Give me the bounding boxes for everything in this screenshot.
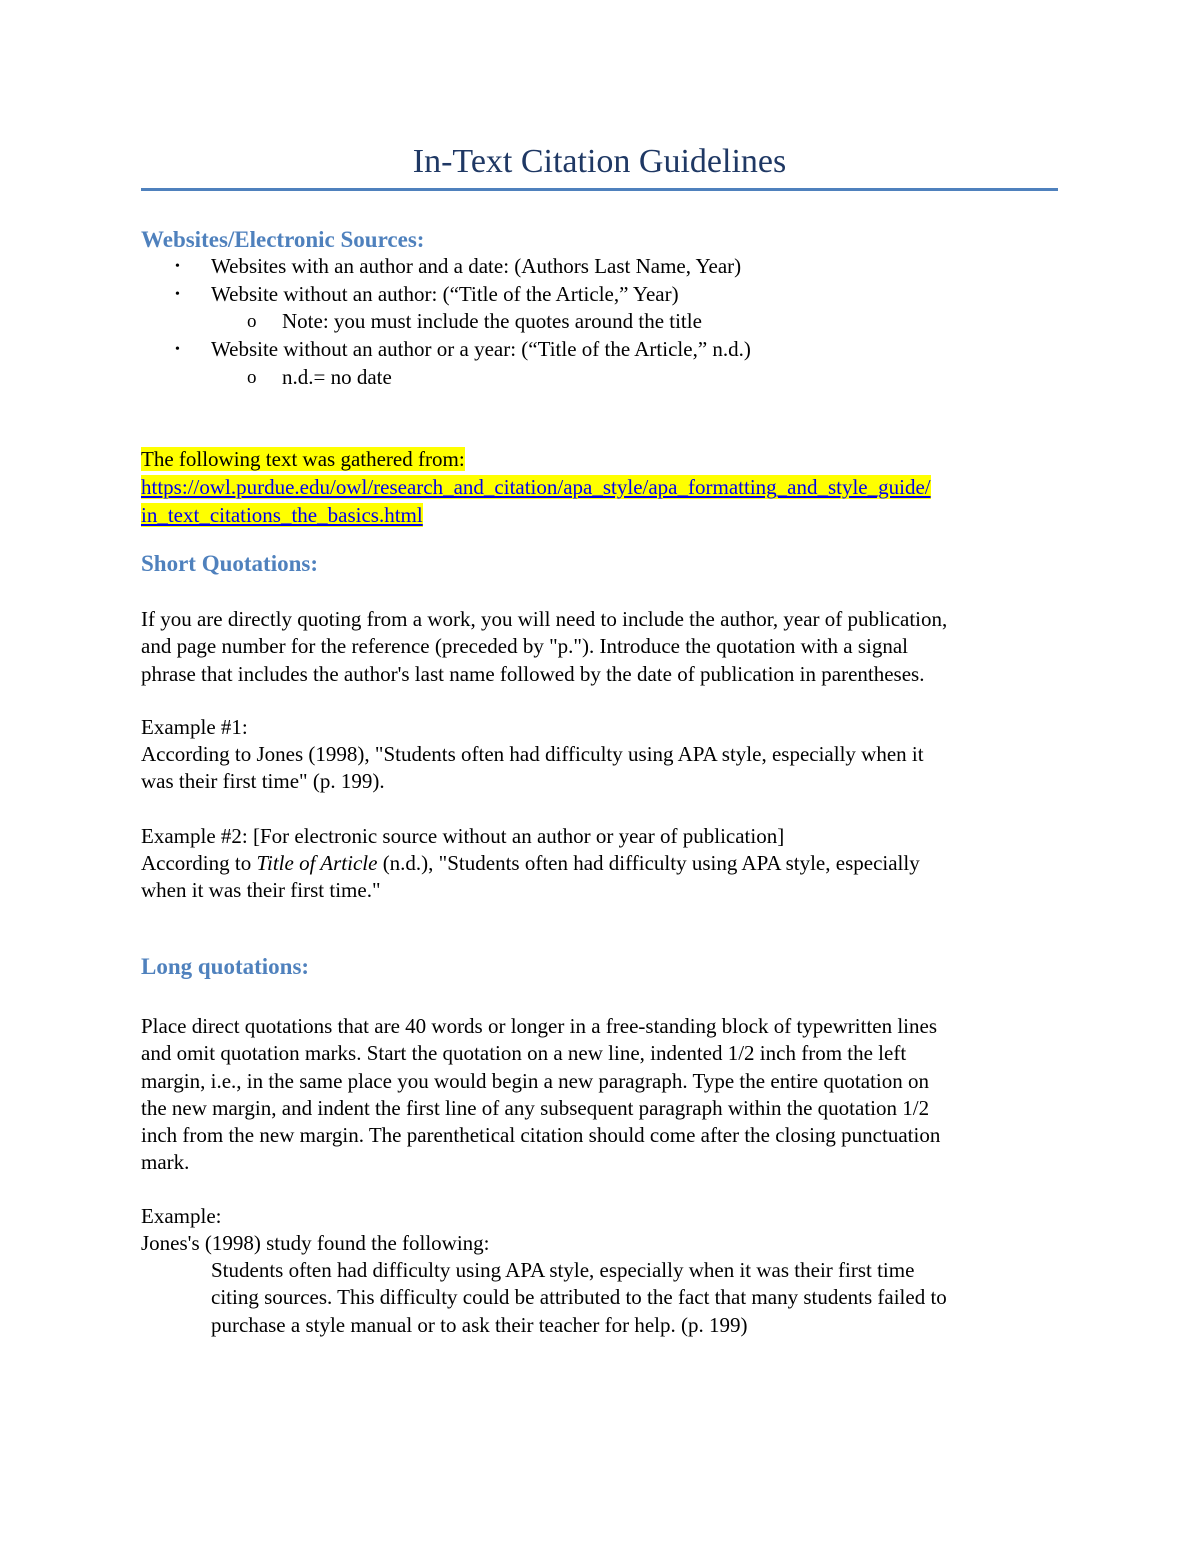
source-intro-line (141, 446, 465, 473)
paragraph-line: Place direct quotations that are 40 words or longer in a free-standing block of typewritten lines (141, 1014, 938, 1038)
paragraph-line: the new margin, and indent the first line of any subsequent paragraph within the quotation 1/2 (141, 1095, 930, 1120)
block-quote-line: Students often had difficulty using APA style, especially when it was their first time (211, 1258, 915, 1282)
short-quotations-heading: Short Quotations: (141, 551, 318, 576)
sub-bullet-icon: o (247, 311, 257, 332)
source-intro: The following text was gathered from: (141, 447, 465, 471)
paragraph-line: phrase that includes the author's last name followed by the date of publication in parentheses. (141, 661, 925, 686)
example-2-text (141, 850, 1061, 905)
example-line (141, 850, 1061, 877)
websites-item-2: Website without an author: (“Title of the Article,” Year) (211, 282, 679, 306)
long-example-label: Example: (141, 1204, 222, 1228)
long-example-intro: Jones's (1998) study found the following: (141, 1231, 490, 1255)
block-quotation (211, 1257, 947, 1339)
paragraph-line: inch from the new margin. The parenthetical citation should come after the closing punctuation (141, 1123, 941, 1148)
example-1-text (141, 741, 1061, 796)
paragraph-line: margin, i.e., in the same place you would begin a new paragraph. Type the entire quotation on (141, 1068, 929, 1093)
source-url-line-2 (141, 502, 423, 529)
short-quotations-paragraph (141, 606, 1061, 688)
paragraph-line: and page number for the reference (preceded by "p."). Introduce the quotation with a signal (141, 634, 909, 659)
source-url-link[interactable]: https://owl.purdue.edu/owl/research_and_citation/apa_style/apa_formatting_and_style_guide/ (141, 475, 931, 499)
websites-subitem-2: n.d.= no date (282, 365, 392, 389)
websites-subitem-1: Note: you must include the quotes around the title (282, 309, 702, 333)
sub-bullet-icon: o (247, 367, 257, 388)
title-divider (141, 188, 1058, 191)
websites-item-3: Website without an author or a year: (“Title of the Article,” n.d.) (211, 337, 751, 361)
websites-item-1: Websites with an author and a date: (Authors Last Name, Year) (211, 254, 742, 278)
bullet-icon: • (175, 342, 180, 357)
block-quote-line: citing sources. This difficulty could be attributed to the fact that many students failed to (211, 1285, 947, 1310)
source-url-line-1 (141, 474, 931, 501)
long-quotations-heading: Long quotations: (141, 954, 310, 979)
source-url-link-continued[interactable]: in_text_citations_the_basics.html (141, 503, 423, 527)
example-text: (n.d.), "Students often had difficulty using APA style, especially (377, 851, 920, 875)
article-title-italic: Title of Article (256, 851, 378, 875)
example-line: was their first time" (p. 199). (141, 769, 385, 794)
websites-heading: Websites/Electronic Sources: (141, 227, 425, 252)
page-title: In-Text Citation Guidelines (412, 143, 787, 180)
example-text: According to (141, 851, 257, 875)
example-1-label: Example #1: (141, 715, 248, 739)
block-quote-line: purchase a style manual or to ask their teacher for help. (p. 199) (211, 1312, 748, 1337)
long-quotations-paragraph (141, 1013, 1061, 1177)
bullet-icon: • (175, 259, 180, 274)
example-2-label: Example #2: [For electronic source without an author or year of publication] (141, 824, 785, 848)
bullet-icon: • (175, 287, 180, 302)
example-line: According to Jones (1998), "Students often had difficulty using APA style, especially when it (141, 742, 924, 766)
paragraph-line: If you are directly quoting from a work, you will need to include the author, year of publication, (141, 607, 948, 631)
paragraph-line: and omit quotation marks. Start the quotation on a new line, indented 1/2 inch from the left (141, 1041, 907, 1066)
paragraph-line: mark. (141, 1150, 190, 1175)
example-line: when it was their first time." (141, 878, 381, 903)
